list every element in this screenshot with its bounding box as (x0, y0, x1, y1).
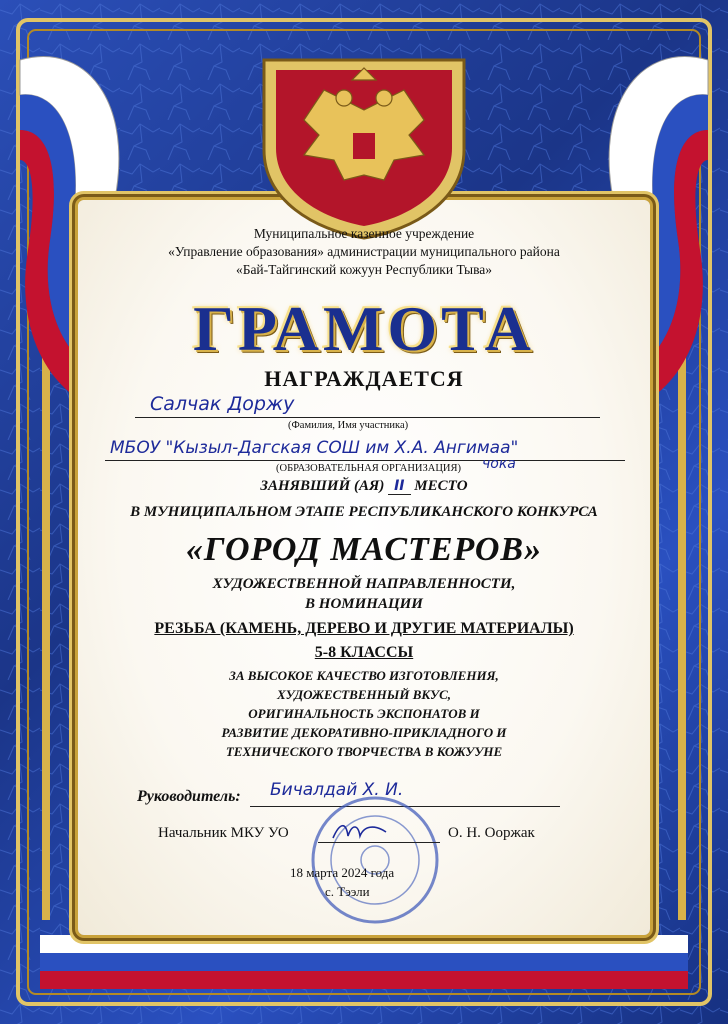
school-caption: (ОБРАЗОВАТЕЛЬНАЯ ОРГАНИЗАЦИЯ) (276, 463, 462, 474)
place-prefix: ЗАНЯВШИЙ (АЯ) (260, 478, 385, 494)
direction-line-2: В НОМИНАЦИИ (305, 596, 423, 612)
organization-line-2: «Управление образования» администрации муниципального района (168, 244, 560, 259)
place-value-handwritten: II (388, 478, 410, 495)
place-suffix: МЕСТО (414, 478, 468, 494)
issue-date: 18 марта 2024 года (290, 865, 395, 880)
grades: 5-8 КЛАССЫ (314, 644, 414, 661)
issue-city: с. Тээли (325, 884, 370, 899)
chief-name: О. Н. Ооржак (448, 825, 535, 841)
official-stamp (305, 790, 445, 930)
chief-title: Начальник МКУ УО (158, 825, 289, 841)
certificate-title: ГРАМОТА (193, 293, 535, 364)
school-line (105, 460, 625, 461)
contest-name: «ГОРОД МАСТЕРОВ» (185, 531, 543, 568)
organization-line-3: «Бай-Тайгинский кожуун Республики Тыва» (235, 262, 493, 277)
stage-line: В МУНИЦИПАЛЬНОМ ЭТАПЕ РЕСПУБЛИКАНСКОГО КОНКУРСА (130, 504, 598, 520)
participant-name-line (135, 417, 600, 418)
reason-line-4: РАЗВИТИЕ ДЕКОРАТИВНО-ПРИКЛАДНОГО И (221, 725, 507, 740)
participant-name-caption: (Фамилия, Имя участника) (288, 420, 409, 431)
awarded-heading: НАГРАЖДАЕТСЯ (264, 366, 464, 391)
leader-name-handwritten: Бичалдай Х. И. (270, 780, 404, 800)
leader-label: Руководитель: (137, 788, 241, 805)
reason-line-3: ОРИГИНАЛЬНОСТЬ ЭКСПОНАТОВ И (248, 706, 480, 721)
coat-of-arms-emblem (244, 40, 484, 240)
nomination: РЕЗЬБА (КАМЕНЬ, ДЕРЕВО И ДРУГИЕ МАТЕРИАЛЫ) (154, 620, 574, 637)
school-handwritten-continued: чока (482, 456, 516, 472)
reason-line-5: ТЕХНИЧЕСКОГО ТВОРЧЕСТВА В КОЖУУНЕ (225, 744, 503, 759)
reason-line-1: ЗА ВЫСОКОЕ КАЧЕСТВО ИЗГОТОВЛЕНИЯ, (229, 668, 499, 683)
reason-line-2: ХУДОЖЕСТВЕННЫЙ ВКУС, (277, 687, 451, 702)
place-line (0, 478, 728, 495)
direction-line-1: ХУДОЖЕСТВЕННОЙ НАПРАВЛЕННОСТИ, (212, 576, 516, 592)
chief-signature (330, 818, 390, 844)
organization-line-1: Муниципальное казенное учреждение (253, 226, 475, 241)
participant-name-handwritten: Салчак Доржу (150, 393, 295, 415)
school-handwritten: МБОУ "Кызыл-Дагская СОШ им Х.А. Ангимаа" (110, 438, 519, 458)
